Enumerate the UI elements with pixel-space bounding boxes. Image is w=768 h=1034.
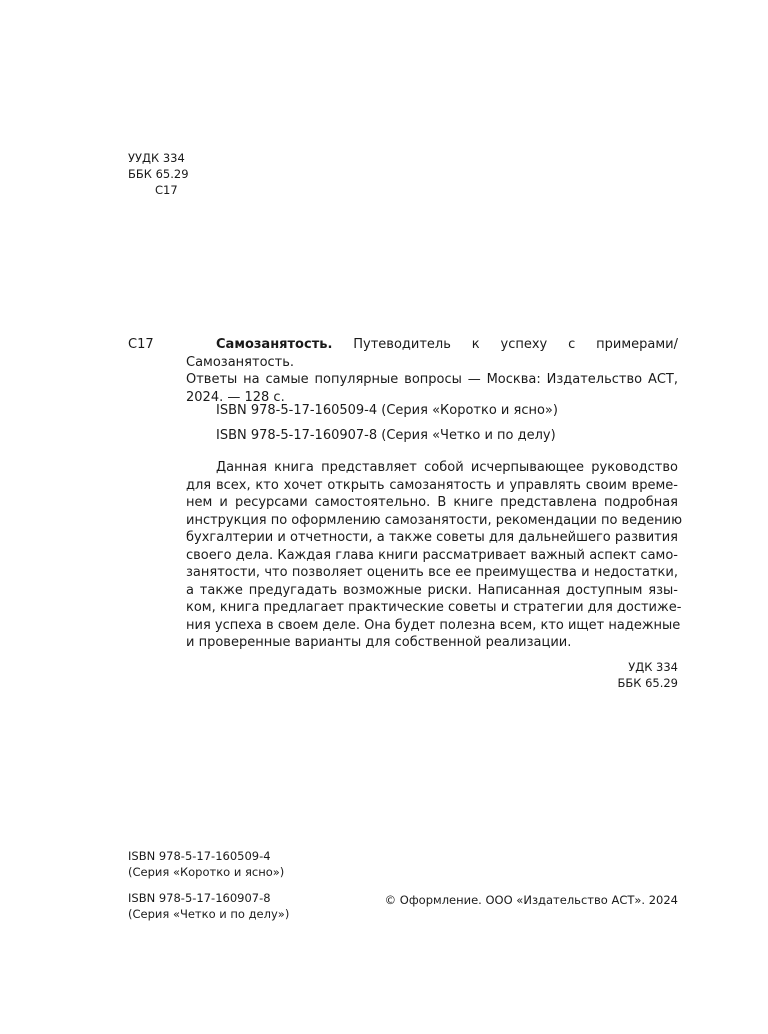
series-footer-2: (Серия «Четко и по делу») <box>128 907 290 921</box>
annotation-line: а также предугадать возможные риски. Написанная доступным язы- <box>186 582 678 598</box>
book-title: Самозанятость. <box>216 337 333 352</box>
annotation-line: своего дела. Каждая глава книги рассматривает важный аспект само- <box>186 547 678 563</box>
classification-codes-bottom <box>617 659 678 691</box>
bbk-code: ББК 65.29 <box>128 167 189 181</box>
copyright-notice: © Оформление. ООО «Издательство АСТ». 2024 <box>384 893 678 907</box>
classification-codes-top <box>128 150 189 198</box>
biblio-line-1 <box>186 336 678 371</box>
isbn-footer <box>128 848 289 922</box>
series-footer-1: (Серия «Коротко и ясно») <box>128 865 285 879</box>
annotation-line: для всех, кто хочет открыть самозанятость и управлять своим време- <box>186 477 678 493</box>
biblio-line-3: 2024. — 128 с. <box>186 389 285 405</box>
author-mark: С17 <box>155 183 178 197</box>
annotation-line: Данная книга представляет собой исчерпывающее руководство <box>216 460 678 475</box>
annotation-line: занятости, что позволяет оценить все ее преимущества и недостатки, <box>186 565 678 580</box>
biblio-line-2: Ответы на самые популярные вопросы — Москва: Издательство АСТ, <box>186 372 678 387</box>
udk-code: УУДК 334 <box>128 151 185 165</box>
book-subtitle: Путеводитель к успеху с примерами/ Самозанятость. <box>186 337 678 370</box>
annotation-line: и проверенные варианты для собственной реализации. <box>186 635 572 650</box>
annotation-line: инструкция по оформлению самозанятости, рекомендации по ведению <box>186 512 683 528</box>
isbn-list <box>216 402 678 451</box>
author-mark-left: С17 <box>128 337 154 352</box>
isbn-2: ISBN 978-5-17-160907-8 (Серия «Четко и по делу) <box>216 427 556 443</box>
bibliographic-record <box>186 336 678 406</box>
annotation <box>186 459 683 652</box>
isbn-footer-2: ISBN 978-5-17-160907-8 <box>128 891 271 905</box>
annotation-line: ком, книга предлагает практические советы и стратегии для достиже- <box>186 600 682 615</box>
udk-code: УДК 334 <box>628 660 678 674</box>
isbn-1: ISBN 978-5-17-160509-4 (Серия «Коротко и ясно») <box>216 403 558 418</box>
annotation-line: ния успеха в своем деле. Она будет полезна всем, кто ищет надежные <box>186 617 681 633</box>
bbk-code: ББК 65.29 <box>617 676 678 690</box>
annotation-line: бухгалтерии и отчетности, а также советы для дальнейшего развития <box>186 530 678 545</box>
annotation-line: нем и ресурсами самостоятельно. В книге представлена подробная <box>186 495 678 510</box>
isbn-footer-1: ISBN 978-5-17-160509-4 <box>128 849 271 863</box>
